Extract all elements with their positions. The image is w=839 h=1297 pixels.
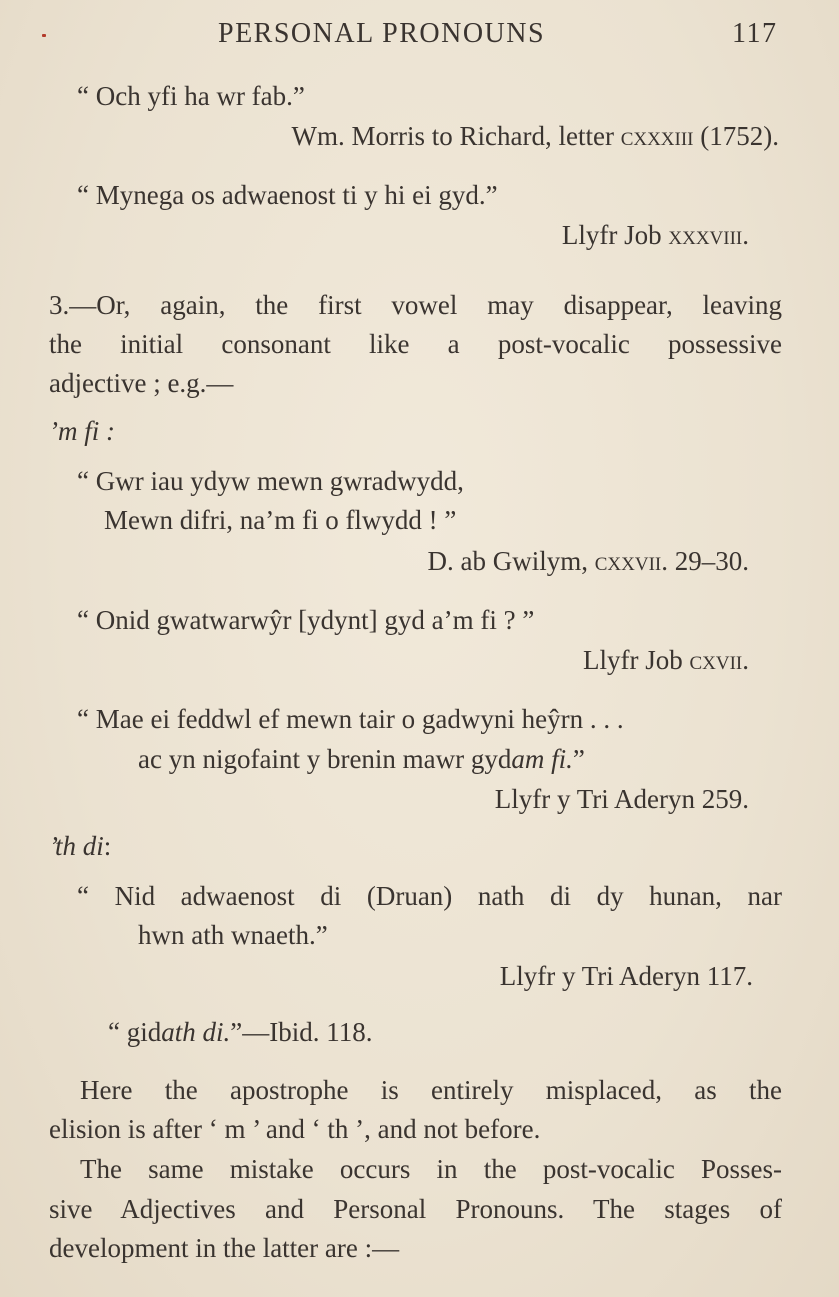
running-head-title: PERSONAL PRONOUNS <box>218 18 546 49</box>
source-morris-letter: Wm. Morris to Richard, letter cxxxiii (1752). <box>291 121 779 151</box>
page-number: 117 <box>732 18 778 49</box>
quote-mae-ei-line-2: ac yn nigofaint y brenin mawr gydam fi.” <box>138 744 585 774</box>
paragraph-3-line-2: the initial consonant like a post-vocalic possessive <box>49 329 782 359</box>
source-tri-aderyn-259: Llyfr y Tri Aderyn 259. <box>494 784 749 814</box>
margin-ink-mark <box>42 34 46 37</box>
quote-gwr-iau-line-2: Mewn difri, na’m fi o flwydd ! ” <box>104 505 457 535</box>
quote-gidath-di: “ gidath di.”—Ibid. 118. <box>108 1017 373 1047</box>
source-job-xxxviii: Llyfr Job xxxviii. <box>561 220 749 250</box>
paragraph-4-line-1: Here the apostrophe is entirely misplaced, as the <box>80 1075 782 1105</box>
quote-mae-ei-line-1: “ Mae ei feddwl ef mewn tair o gadwyni heŷrn . . . <box>77 704 624 734</box>
label-m-fi: ’m fi : <box>49 416 115 446</box>
quote-gwr-iau-line-1: “ Gwr iau ydyw mewn gwradwydd, <box>77 466 464 496</box>
quote-nid-adwaenost-line-2: hwn ath wnaeth.” <box>138 920 328 950</box>
paragraph-3-line-1: 3.—Or, again, the first vowel may disappear, leaving <box>49 290 782 320</box>
source-job-cxvii: Llyfr Job cxvii. <box>582 645 749 675</box>
quote-onid: “ Onid gwatwarwŷr [ydynt] gyd a’m fi ? ” <box>77 605 535 635</box>
label-th-di: ’th di: <box>49 831 112 861</box>
paragraph-5-line-1: The same mistake occurs in the post-vocalic Posses- <box>80 1154 782 1184</box>
quote-nid-adwaenost-line-1: “ Nid adwaenost di (Druan) nath di dy hunan, nar <box>77 881 782 911</box>
paragraph-3-line-3: adjective ; e.g.— <box>49 368 234 398</box>
paragraph-5-line-3: development in the latter are :— <box>49 1233 400 1263</box>
quote-och-yfi: “ Och yfi ha wr fab.” <box>77 81 305 111</box>
paragraph-5-line-2: sive Adjectives and Personal Pronouns. The stages of <box>49 1194 782 1224</box>
paragraph-4-line-2: elision is after ‘ m ’ and ‘ th ’, and not before. <box>49 1114 541 1144</box>
source-gwilym-cxxvii: D. ab Gwilym, cxxvii. 29–30. <box>427 546 749 576</box>
source-tri-aderyn-117: Llyfr y Tri Aderyn 117. <box>499 961 753 991</box>
quote-mynega: “ Mynega os adwaenost ti y hi ei gyd.” <box>77 180 498 210</box>
